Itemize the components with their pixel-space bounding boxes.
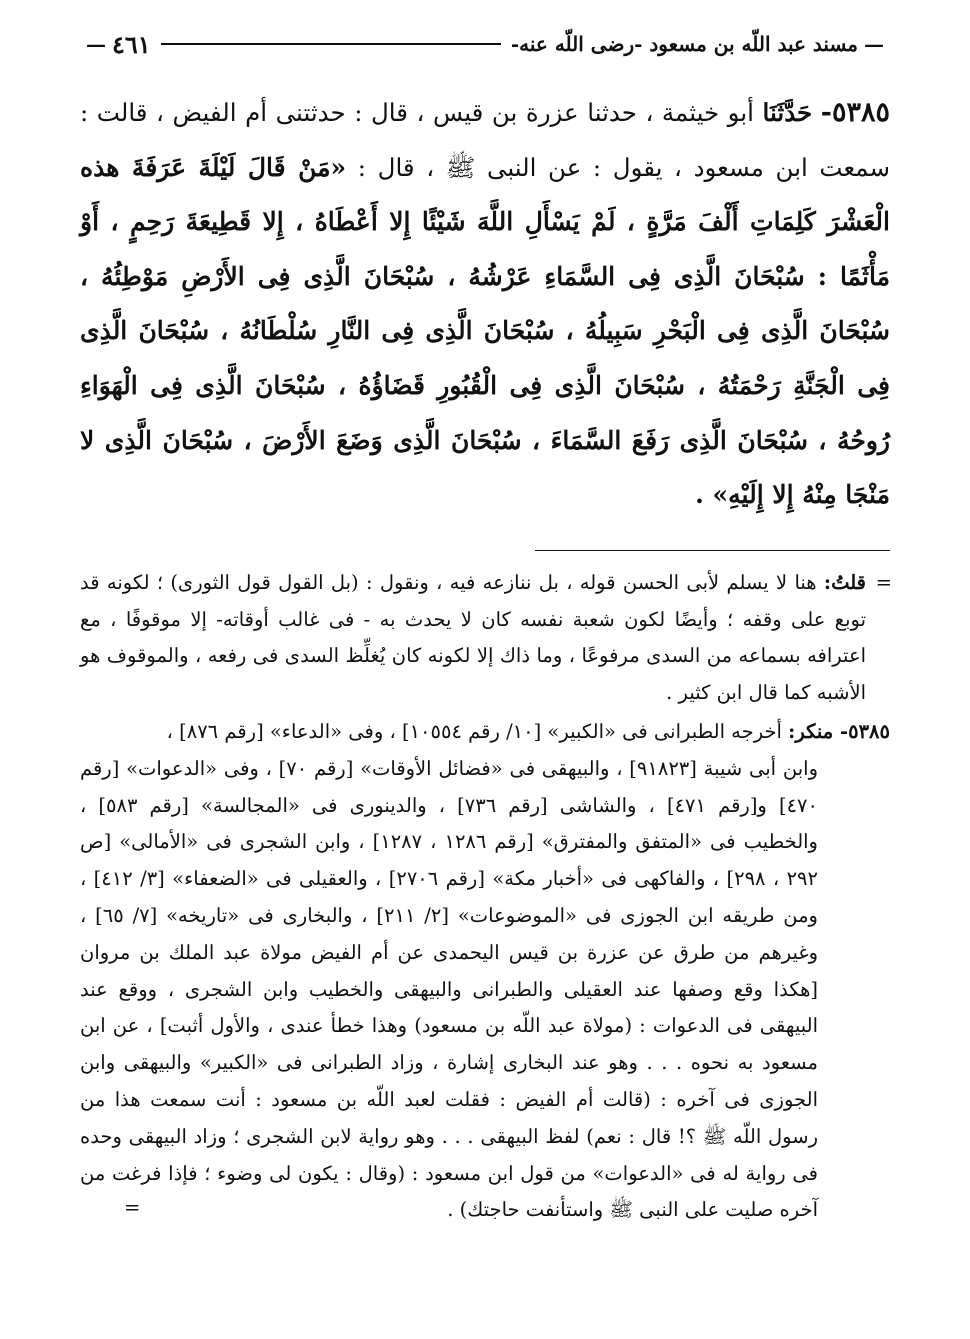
header-rule — [161, 43, 501, 45]
isnad-lead: حَدَّثَنَا — [762, 98, 813, 127]
footnotes — [80, 565, 890, 1229]
matn: «مَنْ قَالَ لَيْلَةَ عَرَفَةَ هذه الْعَشْرَ كَلِمَاتِ أَلْفَ مَرَّةٍ ، لَمْ يَسْأَلِ اللَّهَ شَيْئًا إِلا أَعْطَاهُ ، إِلا قَطِيعَةَ رَحِمٍ ، أَوْ مَأْثَمًا : سُبْحَانَ الَّذِى فِى السَّمَاءِ عَرْشُهُ ، سُبْحَانَ الَّذِى فِى الأَرْضِ مَوْطِئُهُ ، سُبْحَانَ الَّذِى فِى الْبَحْرِ سَبِيلُهُ ، سُبْحَانَ الَّذِى فِى النَّارِ سُلْطَانُهُ ، سُبْحَانَ الَّذِى فِى الْجَنَّةِ رَحْمَتُهُ ، سُبْحَانَ الَّذِى فِى الْقُبُورِ قَضَاؤُهُ ، سُبْحَانَ الَّذِى فِى الْهَوَاءِ رُوحُهُ ، سُبْحَانَ الَّذِى رَفَعَ السَّمَاءَ ، سُبْحَانَ الَّذِى وَضَعَ الأَرْضَ ، سُبْحَانَ الَّذِى لا مَنْجَا مِنْهُ إِلا إِلَيْهِ» . — [80, 152, 890, 510]
takhrij-note — [80, 714, 890, 1229]
qultu-body — [80, 565, 890, 712]
hadith-text — [80, 86, 890, 523]
end-continuation-mark: = — [124, 1196, 141, 1220]
qultu-note — [80, 565, 890, 712]
page-number: ٤٦١ — [112, 29, 151, 59]
continuation-mark: = — [875, 570, 892, 594]
running-head — [80, 22, 890, 66]
takhrij-label: ٥٣٨٥- منكر: — [788, 719, 890, 743]
qultu-label: قلتُ: — [823, 570, 866, 594]
header-dash-left: — — [86, 32, 106, 56]
running-title: مسند عبد اللّه بن مسعود -رضى اللّه عنه- — [510, 32, 858, 56]
book-page — [80, 22, 890, 1229]
takhrij-rest: وابن أبى شيبة [٩١٨٢٣] ، والبيهقى فى «فضائل الأوقات» [رقم ٧٠] ، وفى «الدعوات» [رقم ٤٧٠] و[رقم ٤٧١] ، والشاشى [رقم ٧٣٦] ، والدينورى فى «المجالسة» [رقم ٥٨٣] ، والخطيب فى «المتفق والمفترق» [رقم ١٢٨٦ ، ١٢٨٧] ، وابن الشجرى فى «الأمالى» [ص ٢٩٢ ، ٢٩٨] ، والفاكهى فى «أخبار مكة» [رقم ٢٧٠٦] ، والعقيلى فى «الضعفاء» [٣/ ٤١٢] ، ومن طريقه ابن الجوزى فى «الموضوعات» [٢/ ٢١١] ، والبخارى فى «تاريخه» [٧/ ٦٥] ، وغيرهم من طرق عن عزرة بن قيس اليحمدى عن أم الفيض مولاة عبد الملك بن مروان [هكذا وقع وصفها عند العقيلى والطبرانى والبيهقى والخطيب وابن الشجرى ، ووقع عند البيهقى فى الدعوات : (مولاة عبد اللّه بن مسعود) وهذا خطأ عندى ، والأول أثبت] ، عن ابن مسعود به نحوه . . . وهو عند البخارى إشارة ، وزاد الطبرانى فى «الكبير» والبيهقى وابن الجوزى فى آخره : (قالت أم الفيض : فقلت لعبد اللّه بن مسعود : أنت سمعت هذا من رسول اللّه ﷺ ؟! قال : نعم) لفظ البيهقى . . . وهو رواية لابن الشجرى ؛ وزاد البيهقى وحده فى رواية له فى «الدعوات» من قول ابن مسعود : (وقال : يكون لى وضوء ؛ فإذا فرغت من آخره صليت على النبى ﷺ واستأنفت حاجتك) . — [80, 756, 818, 1222]
footnote-divider — [535, 550, 890, 551]
isnad: أبو خيثمة ، حدثنا عزرة بن قيس ، قال : حدثتنى أم الفيض ، قالت : سمعت ابن مسعود ، يقول : عن النبى ﷺ ، قال : — [80, 98, 890, 182]
takhrij-first: أخرجه الطبرانى فى «الكبير» [١٠/ رقم ١٠٥٥٤] ، وفى «الدعاء» [رقم ٨٧٦] ، — [166, 719, 782, 743]
qultu-text: هنا لا يسلم لأبى الحسن قوله ، بل ننازعه فيه ، ونقول : (بل القول قول الثورى) ؛ لكونه قد توبع على وقفه ؛ وأيضًا لكون شعبة نفسه كان لا يحدث به - فى غالب أوقاته- إلا موقوفًا ، مع اعترافه بسماعه من السدى مرفوعًا ، وما ذاك إلا لكونه كان يُغلِّظ السدى فى رفعه ، والموقوف هو الأشبه كما قال ابن كثير . — [80, 570, 866, 705]
header-dash-right: — — [864, 32, 884, 56]
takhrij-body — [80, 714, 890, 1229]
hadith-number: ٥٣٨٥- — [820, 97, 890, 128]
